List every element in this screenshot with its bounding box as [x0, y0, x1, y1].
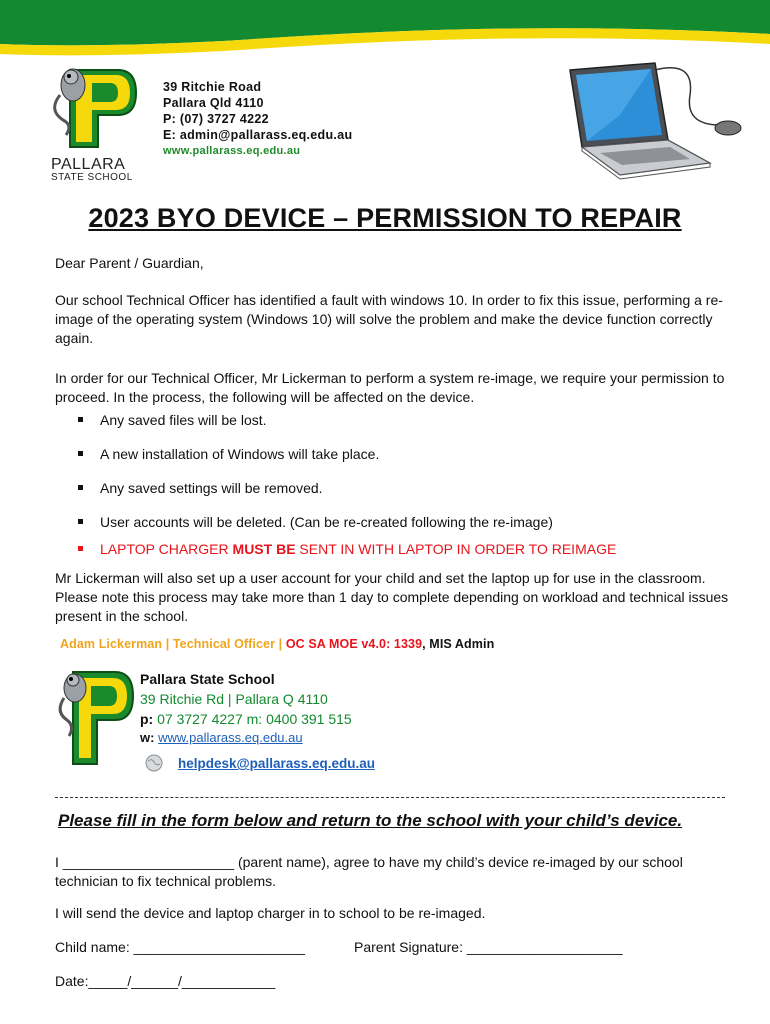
signature-phone: p: 07 3727 4227 m: 0400 391 515: [140, 711, 352, 727]
bullet-icon: [78, 519, 83, 524]
address-block: [163, 79, 352, 159]
email-text: E: admin@pallarass.eq.edu.au: [163, 128, 353, 142]
address-line1: 39 Ritchie Road: [163, 80, 262, 94]
cut-line-divider: [55, 797, 725, 798]
bullet-icon: [78, 417, 83, 422]
consent-statement: I ______________________ (parent name), agree to have my child’s device re-imaged by our school technician to fix technical problems.: [55, 854, 683, 889]
charger-warning: LAPTOP CHARGER MUST BE SENT IN WITH LAPTOP IN ORDER TO REIMAGE: [78, 540, 616, 559]
address-line2: Pallara Qld 4110: [163, 96, 264, 110]
signature-logo: [55, 660, 135, 768]
bullet-item: A new installation of Windows will take place.: [78, 445, 379, 464]
date-field[interactable]: Date:_____/______/____________: [55, 973, 276, 989]
bullet-icon: [78, 485, 83, 490]
bullet-icon: [78, 546, 83, 551]
paragraph-2: In order for our Technical Officer, Mr Lickerman to perform a system re-image, we require your permission to proceed. In the process, the following will be affected on the device.: [55, 370, 725, 405]
send-statement: I will send the device and laptop charger in to school to be re-imaged.: [55, 905, 486, 921]
parent-signature-field[interactable]: Parent Signature: ____________________: [354, 939, 623, 955]
laptop-icon: [560, 55, 760, 185]
bullet-item: Any saved settings will be removed.: [78, 479, 323, 498]
website-link[interactable]: www.pallarass.eq.edu.au: [163, 145, 301, 157]
globe-icon: [145, 754, 163, 772]
signature-school-name: Pallara State School: [140, 671, 275, 687]
bullet-icon: [78, 451, 83, 456]
school-logo: [48, 55, 143, 155]
paragraph-3: Mr Lickerman will also set up a user account for your child and set the laptop up for use in the classroom. Please note this process may take more than 1 day to complete depending on workload and technical issues present in the school.: [55, 570, 729, 624]
child-name-field[interactable]: Child name: ______________________: [55, 939, 305, 955]
bullet-item: Any saved files will be lost.: [78, 411, 267, 430]
paragraph-1: Our school Technical Officer has identified a fault with windows 10. In order to fix this issue, performing a re-image of the operating system (Windows 10) will solve the problem and make the device function correctly again.: [55, 292, 723, 346]
bullet-item: User accounts will be deleted. (Can be re-created following the re-image): [78, 513, 553, 532]
greeting: Dear Parent / Guardian,: [55, 255, 204, 271]
school-name-line1: PALLARA: [51, 156, 126, 173]
phone-text: P: (07) 3727 4222: [163, 112, 269, 126]
form-heading: Please fill in the form below and return to the school with your child’s device.: [58, 811, 683, 830]
signature-web-link[interactable]: www.pallarass.eq.edu.au: [158, 730, 303, 745]
helpdesk-email-link[interactable]: helpdesk@pallarass.eq.edu.au: [178, 756, 375, 771]
header-banner: [0, 0, 770, 60]
signature-name-line: Adam Lickerman | Technical Officer | OC SA MOE v4.0: 1339, MIS Admin: [60, 637, 495, 651]
page-title: 2023 BYO DEVICE – PERMISSION TO REPAIR: [88, 203, 682, 233]
signature-address: 39 Ritchie Rd | Pallara Q 4110: [140, 691, 328, 707]
signature-web: w: www.pallarass.eq.edu.au: [140, 730, 303, 745]
school-name-line2: STATE SCHOOL: [51, 172, 133, 183]
